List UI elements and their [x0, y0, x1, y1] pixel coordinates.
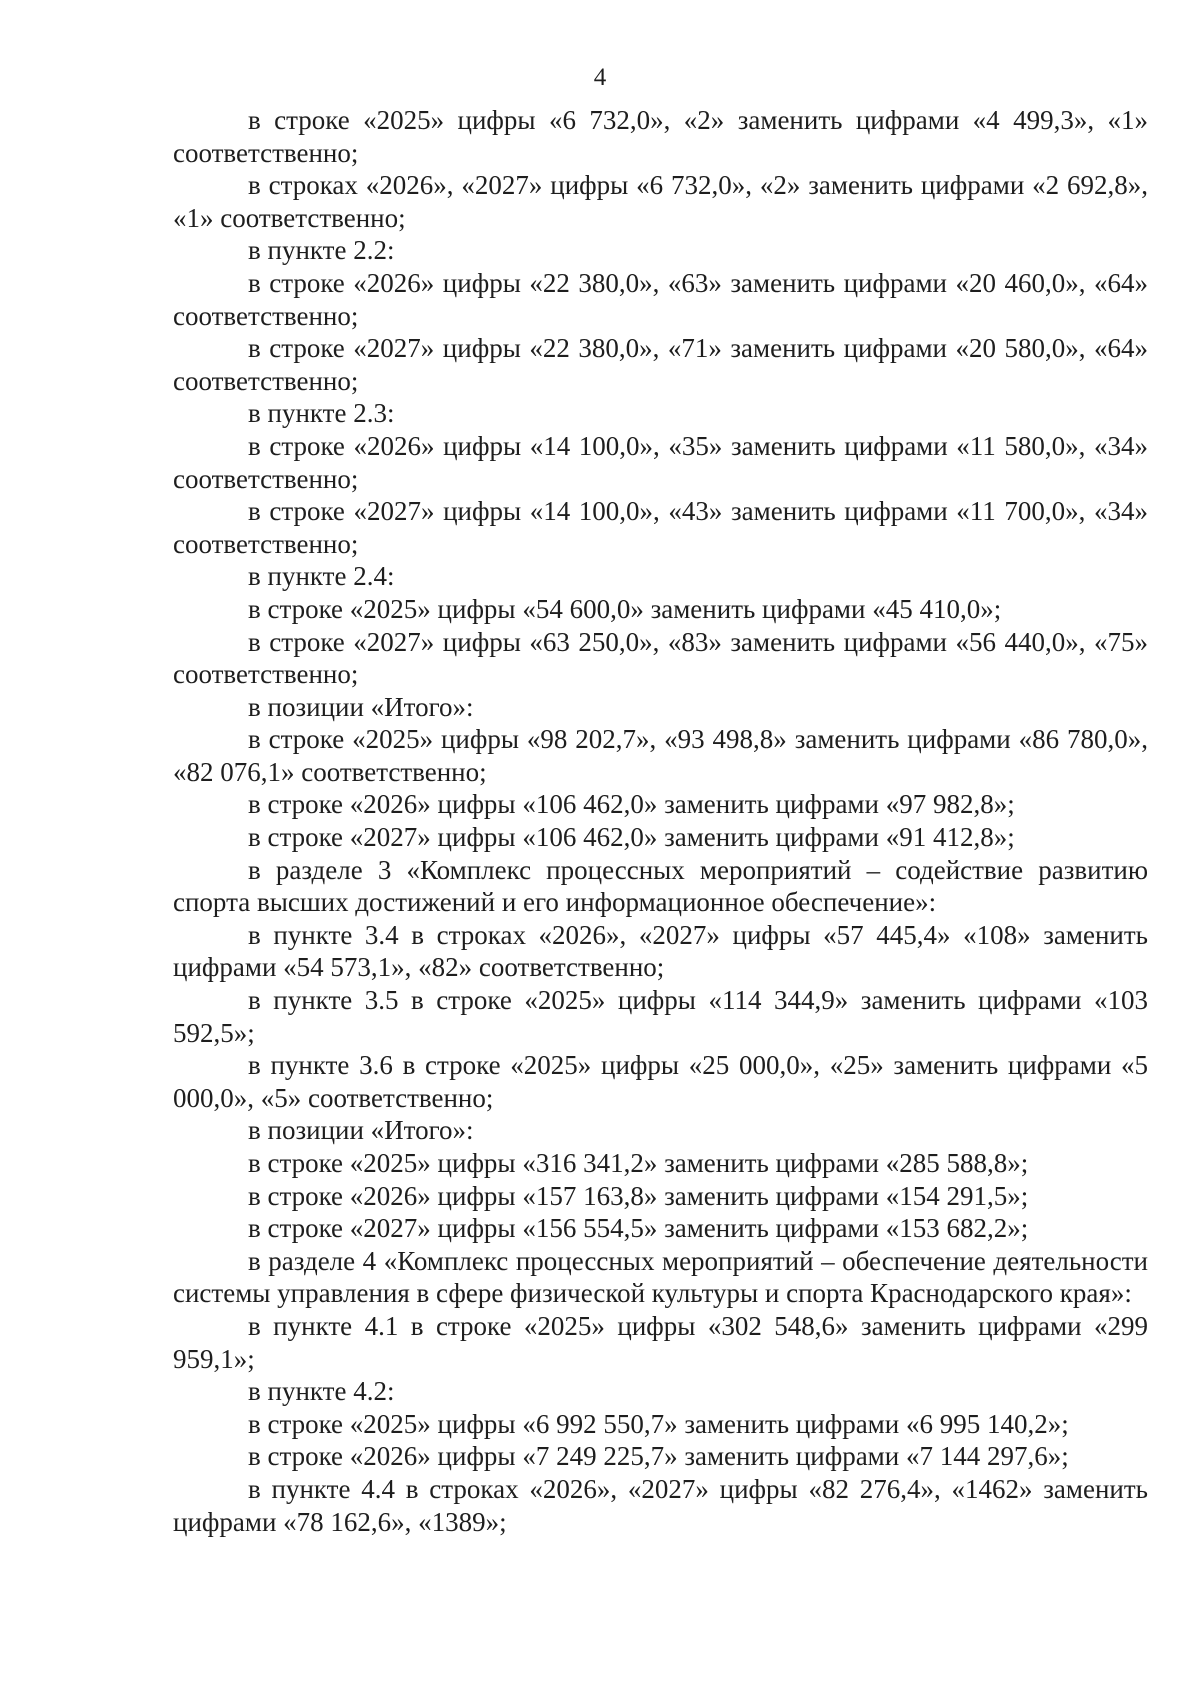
paragraph: в пункте 3.5 в строке «2025» цифры «114 344,9» заменить цифрами «103 592,5»;: [173, 985, 1148, 1048]
paragraph: в пункте 4.1 в строке «2025» цифры «302 548,6» заменить цифрами «299 959,1»;: [173, 1310, 1148, 1374]
paragraph: в строке «2026» цифры «106 462,0» заменить цифрами «97 982,8»;: [248, 789, 1015, 820]
paragraph: в строке «2027» цифры «63 250,0», «83» заменить цифрами «56 440,0», «75» соответственно;: [173, 626, 1148, 690]
paragraph: в разделе 3 «Комплекс процессных мероприятий – содействие развитию спорта высших достижений и его информационное обеспечение»:: [173, 854, 1148, 918]
paragraph: в строке «2026» цифры «22 380,0», «63» заменить цифрами «20 460,0», «64» соответственно;: [173, 267, 1148, 331]
paragraph: в позиции «Итого»:: [248, 691, 474, 722]
paragraph: в строке «2025» цифры «6 732,0», «2» заменить цифрами «4 499,3», «1» соответственно;: [173, 105, 1148, 168]
paragraph: в пункте 4.2:: [248, 1376, 395, 1407]
paragraph: в строке «2025» цифры «316 341,2» заменить цифрами «285 588,8»;: [248, 1148, 1029, 1178]
document-body: [173, 104, 1148, 1538]
paragraph: в строке «2027» цифры «14 100,0», «43» заменить цифрами «11 700,0», «34» соответственно;: [173, 496, 1148, 559]
paragraph: в пункте 3.6 в строке «2025» цифры «25 000,0», «25» заменить цифрами «5 000,0», «5» соответственно;: [173, 1050, 1148, 1113]
paragraph: в строках «2026», «2027» цифры «6 732,0», «2» заменить цифрами «2 692,8», «1» соответственно;: [173, 170, 1148, 233]
paragraph: в пункте 2.4:: [248, 561, 395, 592]
paragraph: в строке «2025» цифры «6 992 550,7» заменить цифрами «6 995 140,2»;: [248, 1408, 1069, 1439]
paragraph: в строке «2025» цифры «98 202,7», «93 498,8» заменить цифрами «86 780,0», «82 076,1» соответственно;: [173, 724, 1148, 787]
paragraph: в строке «2026» цифры «14 100,0», «35» заменить цифрами «11 580,0», «34» соответственно;: [173, 430, 1148, 494]
paragraph: в позиции «Итого»:: [248, 1115, 474, 1146]
paragraph: в пункте 4.4 в строках «2026», «2027» цифры «82 276,4», «1462» заменить цифрами «78 162,6», «1389»;: [173, 1473, 1148, 1537]
paragraph: в пункте 3.4 в строках «2026», «2027» цифры «57 445,4» «108» заменить цифрами «54 573,1», «82» соответственно;: [173, 919, 1148, 983]
paragraph: в строке «2027» цифры «156 554,5» заменить цифрами «153 682,2»;: [248, 1213, 1029, 1244]
paragraph: в строке «2027» цифры «106 462,0» заменить цифрами «91 412,8»;: [248, 822, 1015, 853]
paragraph: в разделе 4 «Комплекс процессных мероприятий – обеспечение деятельности системы управления в сфере физической культуры и спорта Краснодарского края»:: [173, 1245, 1148, 1309]
paragraph: в строке «2027» цифры «22 380,0», «71» заменить цифрами «20 580,0», «64» соответственно;: [173, 333, 1148, 396]
paragraph: в строке «2026» цифры «7 249 225,7» заменить цифрами «7 144 297,6»;: [248, 1441, 1069, 1472]
paragraph: в строке «2026» цифры «157 163,8» заменить цифрами «154 291,5»;: [248, 1180, 1029, 1211]
paragraph: в пункте 2.3:: [248, 398, 395, 429]
page-number: 4: [593, 64, 607, 91]
paragraph: в строке «2025» цифры «54 600,0» заменить цифрами «45 410,0»;: [248, 593, 1002, 624]
paragraph: в пункте 2.2:: [248, 235, 395, 266]
